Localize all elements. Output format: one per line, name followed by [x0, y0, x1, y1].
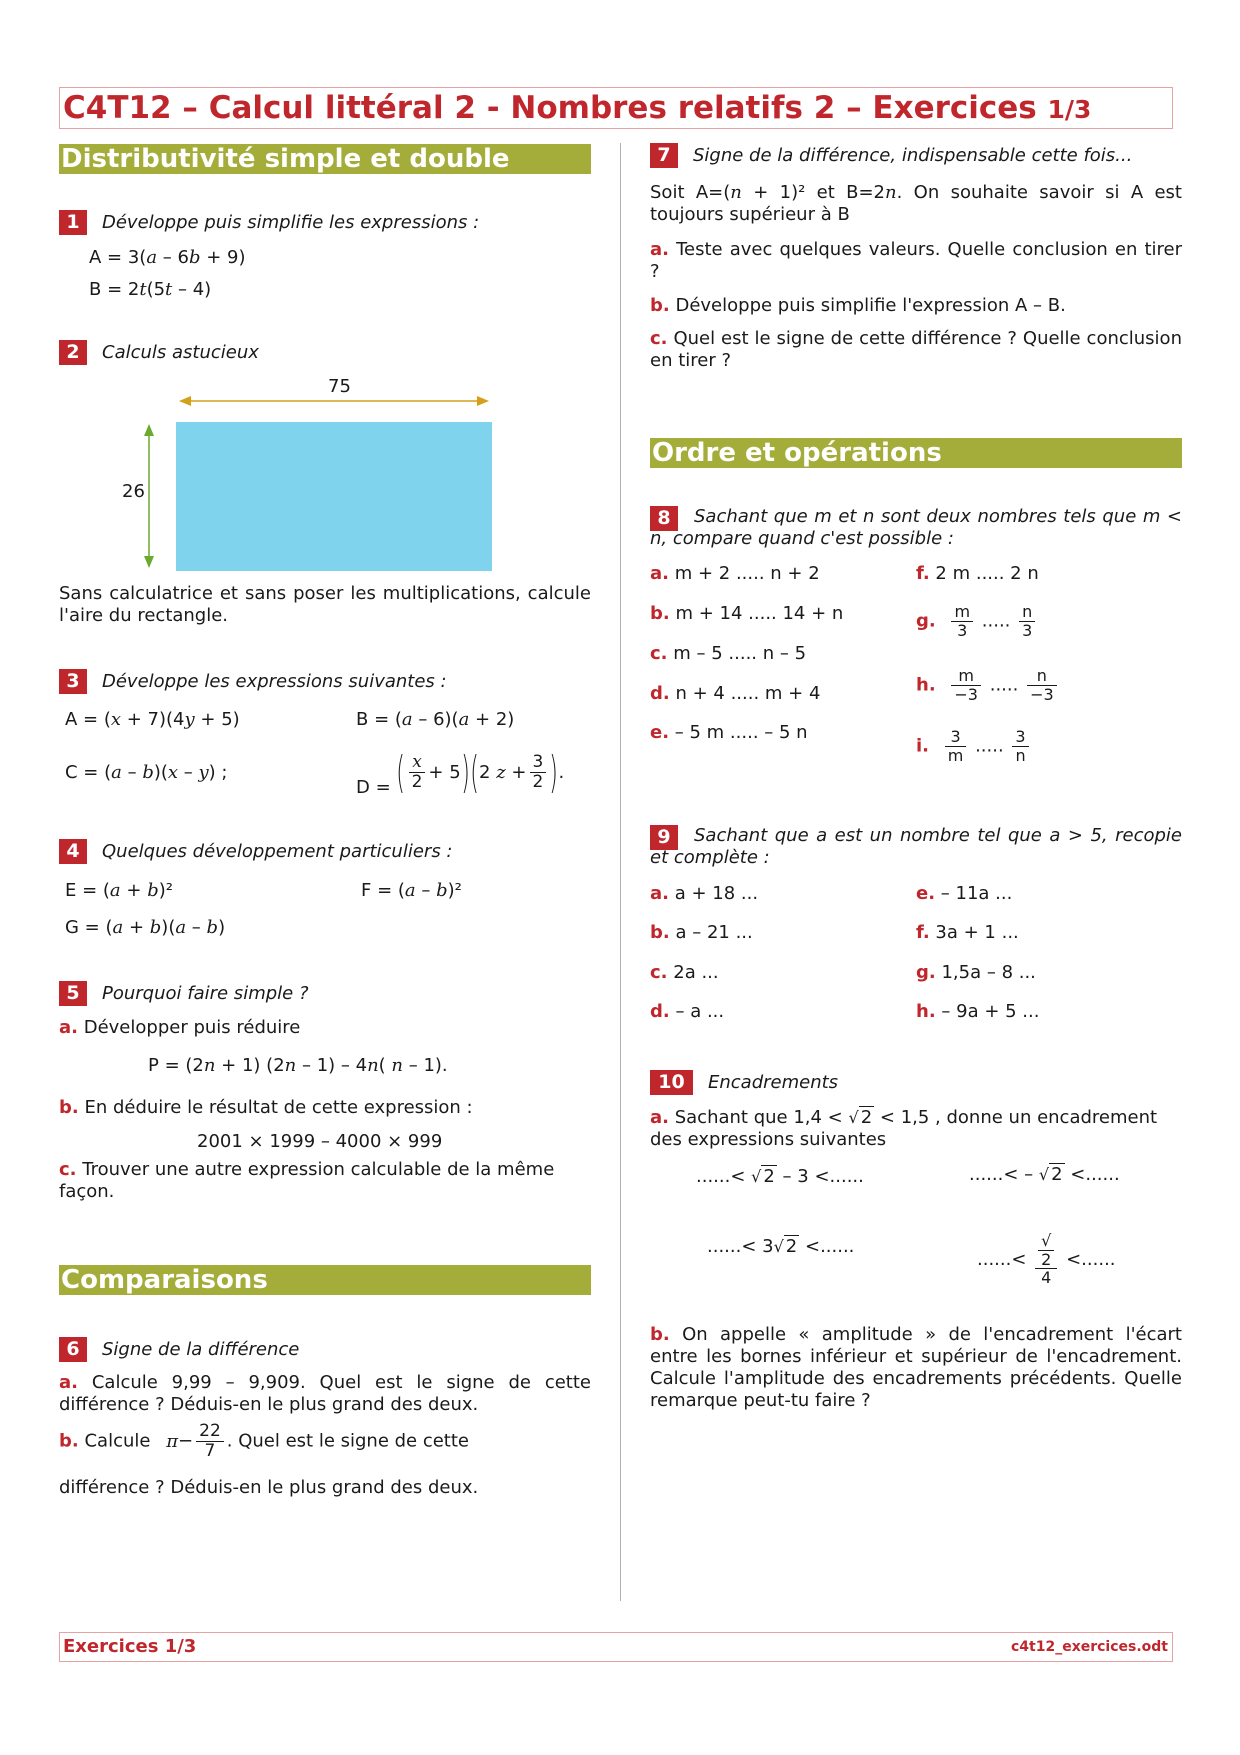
- item-a: a. a + 18 ...: [650, 883, 759, 904]
- question-a: a. Sachant que 1,4 < √ 2 < 1,5 , donne un encadrement des expressions suivantes: [650, 1107, 1158, 1150]
- item-d: d. – a ...: [650, 1001, 725, 1022]
- exercise-title: Encadrements: [708, 1072, 839, 1093]
- item-g: g. 1,5a – 8 ...: [916, 962, 1036, 983]
- exercise-title: Signe de la différence: [102, 1339, 300, 1360]
- expression-p: P = (2n + 1) (2n – 1) – 4n( n – 1).: [148, 1055, 448, 1076]
- section-order-operations: Ordre et opérations: [650, 438, 1182, 468]
- bracket-expression-3: ......< 3√ 2 <......: [707, 1236, 855, 1257]
- expression-a: A = (x + 7)(4y + 5): [65, 709, 240, 730]
- expression-c: C = (a – b)(x – y) ;: [65, 762, 228, 783]
- sqrt-symbol: √: [848, 1108, 859, 1127]
- exercise-title: Développe les expressions suivantes :: [102, 671, 447, 692]
- item-f: f. 3a + 1 ...: [916, 922, 1019, 943]
- expression-g: G = (a + b)(a – b): [65, 917, 226, 938]
- item-h: h. $\frac{m}{-3}$ ..... $\frac{n}{-3}$: [916, 667, 1060, 703]
- exercise-number: 4: [59, 839, 87, 864]
- rectangle-figure: [115, 370, 505, 575]
- exercise-number: 10: [650, 1070, 693, 1095]
- exercise-number: 3: [59, 669, 87, 694]
- exercise-number: 9: [650, 825, 678, 850]
- exercise-number: 2: [59, 340, 87, 365]
- exercise-title: Calculs astucieux: [102, 342, 259, 363]
- exercise-number: 1: [59, 210, 87, 235]
- exercise-number: 5: [59, 981, 87, 1006]
- height-arrow-head-top: [144, 424, 154, 436]
- column-divider: [620, 143, 621, 1601]
- exercise-number: 6: [59, 1337, 87, 1362]
- question-b: b. Développe puis simplifie l'expression A – B.: [650, 295, 1066, 316]
- item-a: a. m + 2 ..... n + 2: [650, 563, 820, 584]
- item-c: c. 2a ...: [650, 962, 719, 983]
- section-distributivity: Distributivité simple et double: [59, 144, 591, 174]
- item-b: b. m + 14 ..... 14 + n: [650, 603, 844, 624]
- bracket-expression-4: ......< √ 2 4 <......: [977, 1231, 1116, 1288]
- item-b: b. a – 21 ...: [650, 922, 753, 943]
- expression-a: A = 3(a – 6b + 9): [89, 247, 246, 268]
- question-b-continued: différence ? Déduis-en le plus grand des deux.: [59, 1477, 479, 1498]
- exercise-title: Sachant que a est un nombre tel que a > 5, recopie et complète :: [650, 825, 1182, 868]
- exercise-title: Développe puis simplifie les expressions :: [102, 212, 480, 233]
- height-label: 26: [122, 481, 145, 502]
- exercise-text: Sans calculatrice et sans poser les multiplications, calcule l'aire du rectangle.: [59, 583, 591, 626]
- item-h: h. – 9a + 5 ...: [916, 1001, 1040, 1022]
- item-f: f. 2 m ..... 2 n: [916, 563, 1039, 584]
- exercise-intro: Soit A=(n + 1)² et B=2n. On souhaite savoir si A est toujours supérieur à B: [650, 182, 1182, 225]
- expression-b: B = 2t(5t – 4): [89, 279, 212, 300]
- expression-f: F = (a – b)²: [361, 880, 462, 901]
- exercise-title: Signe de la différence, indispensable cette fois...: [693, 145, 1133, 166]
- expression-e: E = (a + b)²: [65, 880, 173, 901]
- page-title: C4T12 – Calcul littéral 2 - Nombres relatifs 2 – Exercices 1/3: [63, 90, 1092, 126]
- question-a: a. Développer puis réduire: [59, 1017, 301, 1038]
- item-e: e. – 5 m ..... – 5 n: [650, 722, 808, 743]
- width-arrow-head-left: [179, 396, 191, 406]
- height-arrow-head-bottom: [144, 556, 154, 568]
- exercise-number: 8: [650, 506, 678, 531]
- item-e: e. – 11a ...: [916, 883, 1013, 904]
- bracket-expression-2: ......< – √ 2 <......: [969, 1164, 1120, 1185]
- exercise-title: Quelques développement particuliers :: [102, 841, 453, 862]
- question-c: c. Quel est le signe de cette différence ? Quelle conclusion en tirer ?: [650, 328, 1182, 371]
- footer-page-label: Exercices 1/3: [63, 1636, 197, 1657]
- footer-frame: [59, 1632, 1173, 1662]
- item-i: i. $\frac{3}{m}$ ..... $\frac{3}{n}$: [916, 728, 1032, 764]
- expression-b: B = (a – 6)(a + 2): [356, 709, 515, 730]
- exercise-title: Pourquoi faire simple ?: [102, 983, 309, 1004]
- expression-d: D = ( $\frac{x}{2}$ + 5)(2 z + $\frac{3}{2}$ ).: [356, 747, 565, 798]
- section-comparisons: Comparaisons: [59, 1265, 591, 1295]
- page-number: 1/3: [1047, 95, 1092, 124]
- question-b: b. On appelle « amplitude » de l'encadrement l'écart entre les bornes inférieur et supérieur de l'encadrement. Calcule l'amplitude des encadrements précédents. Quelle remarque peut-tu faire ?: [650, 1324, 1182, 1411]
- item-d: d. n + 4 ..... m + 4: [650, 683, 821, 704]
- footer-filename: c4t12_exercices.odt: [1010, 1639, 1168, 1655]
- exercise-title: Sachant que m et n sont deux nombres tels que m < n, compare quand c'est possible :: [650, 506, 1182, 549]
- question-a: a. Teste avec quelques valeurs. Quelle conclusion en tirer ?: [650, 239, 1182, 282]
- bracket-expression-1: ......< √ 2 – 3 <......: [696, 1166, 864, 1187]
- exercise-number: 7: [650, 143, 678, 168]
- width-label: 75: [328, 376, 351, 397]
- question-c: c. Trouver une autre expression calculable de la même façon.: [59, 1159, 555, 1202]
- numeric-expression: 2001 × 1999 – 4000 × 999: [197, 1131, 443, 1152]
- question-a: a. Calcule 9,99 – 9,909. Quel est le signe de cette différence ? Déduis-en le plus grand des deux.: [59, 1372, 591, 1415]
- width-arrow-head-right: [477, 396, 489, 406]
- item-c: c. m – 5 ..... n – 5: [650, 643, 807, 664]
- blue-rectangle: [176, 422, 492, 571]
- item-g: g. $\frac{m}{3}$ ..... $\frac{n}{3}$: [916, 603, 1038, 639]
- question-b: b. En déduire le résultat de cette expression :: [59, 1097, 473, 1118]
- question-b: b. Calcule π− $\frac{22}{7}$ . Quel est le signe de cette: [59, 1421, 470, 1461]
